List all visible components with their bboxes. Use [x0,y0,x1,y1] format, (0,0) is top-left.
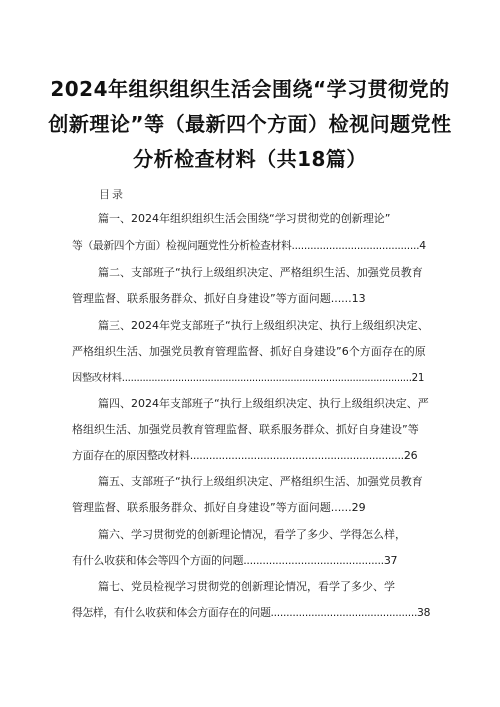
document-title [40,72,460,177]
toc-entry-3-line-2: 严格组织生活、加强党员教育管理监督、抓好自身建设”6个方面存在的原 [72,345,426,358]
title-line-1: 2024年组织组织生活会围绕“学习贯彻党的 [50,77,450,101]
toc-entry-6-line-2: 有什么收获和体会等四个方面的问题............................................37 [72,554,398,567]
toc-entry-4-line-1: 篇四、2024年支部班子“执行上级组织决定、执行上级组织决定、严 [98,397,429,410]
toc-entry-7-line-1: 篇七、党员检视学习贯彻党的创新理论情况，看学了多少、学 [98,580,395,593]
toc-entry-5-line-2: 管理监督、联系服务群众、抓好自身建设”等方面问题......29 [72,501,366,514]
toc-entry-4-line-3: 方面存在的原因整改材料...................................................................26 [72,449,418,462]
toc-heading: 目录 [99,188,125,201]
toc-entry-2-line-2: 管理监督、联系服务群众、抓好自身建设”等方面问题......13 [72,292,366,305]
title-line-3: 分析检查材料（共18篇） [133,147,367,171]
toc-entry-2-line-1: 篇二、支部班子“执行上级组织决定、严格组织生活、加强党员教育 [98,266,423,279]
title-line-2: 创新理论”等（最新四个方面）检视问题党性 [48,112,452,136]
toc-entry-1-line-1: 篇一、2024年组织组织生活会围绕“学习贯彻党的创新理论” [98,212,391,225]
toc-entry-1-line-2: 等（最新四个方面）检视问题党性分析检查材料.........................................4 [72,239,426,252]
toc-entry-5-line-1: 篇五、支部班子“执行上级组织决定、严格组织生活、加强党员教育 [98,475,423,488]
toc-entry-3-line-3: 因整改材料..................................................................................................21 [72,372,425,384]
toc-entry-6-line-1: 篇六、学习贯彻党的创新理论情况，看学了多少、学得怎么样， [98,528,406,541]
toc-entry-4-line-2: 格组织生活、加强党员教育管理监督、联系服务群众、抓好自身建设”等 [72,423,419,436]
toc-entry-3-line-1: 篇三、2024年党支部班子“执行上级组织决定、执行上级组织决定、 [98,319,429,332]
toc-entry-7-line-2: 得怎样，有什么收获和体会方面存在的问题...............................................38 [72,606,431,619]
